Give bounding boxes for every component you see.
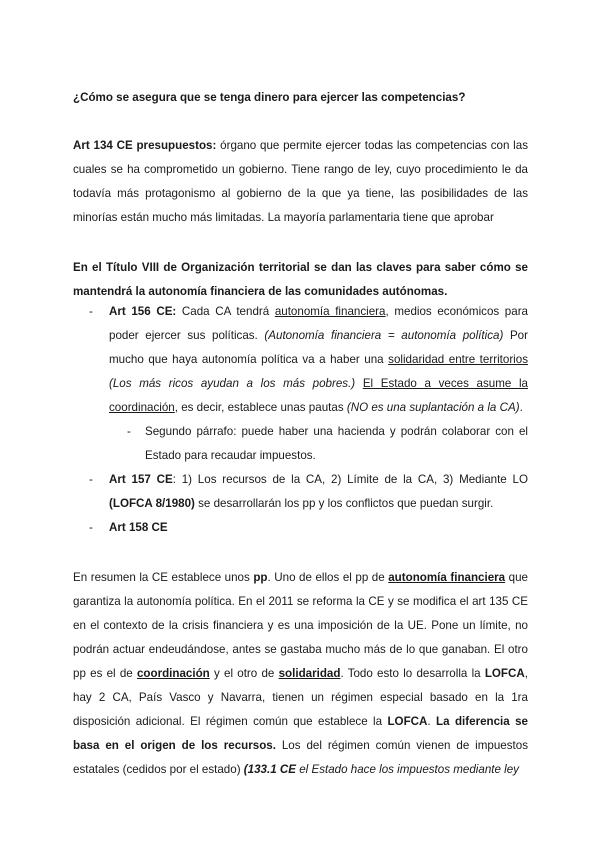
dash-bullet: -	[89, 473, 93, 486]
art-157-text: : 1) Los recursos de la CA, 2) Límite de la CA, 3) Mediante LO	[172, 473, 528, 486]
art-156-underline-2: solidaridad entre territorios	[388, 353, 529, 366]
resumen-text: , hay 2 CA, País Vasco y Navarra, tienen un régimen especial basado en la 1ra disposición adicional. El régimen común que establece la	[73, 667, 528, 728]
resumen-italic: el Estado hace los impuestos mediante ley	[296, 763, 519, 776]
resumen-text: .	[427, 715, 437, 728]
art-157-lofca: (LOFCA 8/1980)	[109, 497, 195, 510]
art-134-text: órgano que permite ejercer todas las competencias con las cuales se ha comprometido un gobierno. Tiene rango de ley, cuyo procedimiento le da todavía más protagonismo al gobierno de la que ya tiene, las posibilidades de las minorías están mucho más limitadas. La mayoría parlamentaria tiene que aprobar	[73, 139, 528, 224]
art-156-italic-2: (Los más ricos ayudan a los más pobres.)	[109, 377, 356, 390]
resumen-bold: pp	[253, 571, 268, 584]
resumen-text: En resumen la CE establece unos	[73, 571, 254, 584]
resumen-diferencia: La diferencia se basa en el origen de los recursos.	[73, 715, 529, 752]
articles-list	[73, 300, 528, 540]
list-item-art-158	[73, 516, 528, 540]
art-156-italic-1: (Autonomía financiera = autonomía política)	[264, 329, 504, 342]
list-item-art-157	[73, 468, 528, 516]
paragraph-art-134	[73, 134, 528, 230]
art-156-text	[355, 377, 363, 390]
resumen-text: . Uno de ellos el pp de	[267, 571, 389, 584]
list-item-sub-segundo-parrafo	[73, 420, 528, 468]
art-156-text: .	[519, 401, 523, 414]
resumen-solidaridad: solidaridad	[278, 667, 341, 680]
paragraph-resumen	[73, 566, 528, 782]
resumen-autonomia-financiera: autonomía financiera	[388, 571, 506, 584]
dash-bullet: -	[127, 425, 131, 438]
list-item-art-156	[73, 300, 528, 420]
dash-bullet: -	[89, 521, 93, 534]
art-156-label: Art 156 CE:	[109, 305, 177, 318]
art-156-text: , medios económicos para poder ejercer sus políticas.	[109, 305, 529, 342]
art-156-italic-3: (NO es una suplantación a la CA)	[346, 401, 520, 414]
resumen-lofca: LOFCA	[484, 667, 525, 680]
resumen-text: Los del régimen común vienen de impuestos estatales (cedidos por el estado)	[73, 739, 529, 776]
resumen-text: . Todo esto lo desarrolla la	[340, 667, 485, 680]
resumen-art-133: (133.1 CE	[243, 763, 296, 776]
sub-item-text: Segundo párrafo: puede haber una hacienda y podrán colaborar con el Estado para recaudar impuestos.	[145, 425, 528, 462]
art-156-text: Por mucho que haya autonomía política va a haber una	[109, 329, 528, 366]
resumen-text: que garantiza la autonomía política. En el 2011 se reforma la CE y se modifica el art 135 CE en el contexto de la crisis financiera y es una imposición de la UE. Pone un límite, no podrán actuar endeudándose, antes se gastaba mucho más de lo que ganaban. El otro pp es el de	[73, 571, 529, 680]
art-156-text: , es decir, establece unas pautas	[174, 401, 347, 414]
art-156-text: Cada CA tendrá	[176, 305, 275, 318]
resumen-coordinacion: coordinación	[136, 667, 210, 680]
resumen-text: y el otro de	[209, 667, 279, 680]
dash-bullet: -	[89, 305, 93, 318]
art-157-text: se desarrollarán los pp y los conflictos que puedan surgir.	[194, 497, 494, 510]
art-158-label: Art 158 CE	[109, 521, 168, 534]
section-question: ¿Cómo se asegura que se tenga dinero para ejercer las competencias?	[73, 91, 466, 104]
art-156-underline-1: autonomía financiera	[274, 305, 386, 318]
art-156-underline-3: El Estado a veces asume la coordinación	[109, 377, 528, 414]
art-157-label: Art 157 CE	[109, 473, 173, 486]
resumen-lofca: LOFCA	[387, 715, 428, 728]
art-134-label: Art 134 CE presupuestos:	[73, 139, 217, 152]
paragraph-titulo-viii: En el Título VIII de Organización territorial se dan las claves para saber cómo se mantendrá la autonomía financiera de las comunidades autónomas.	[73, 261, 528, 298]
